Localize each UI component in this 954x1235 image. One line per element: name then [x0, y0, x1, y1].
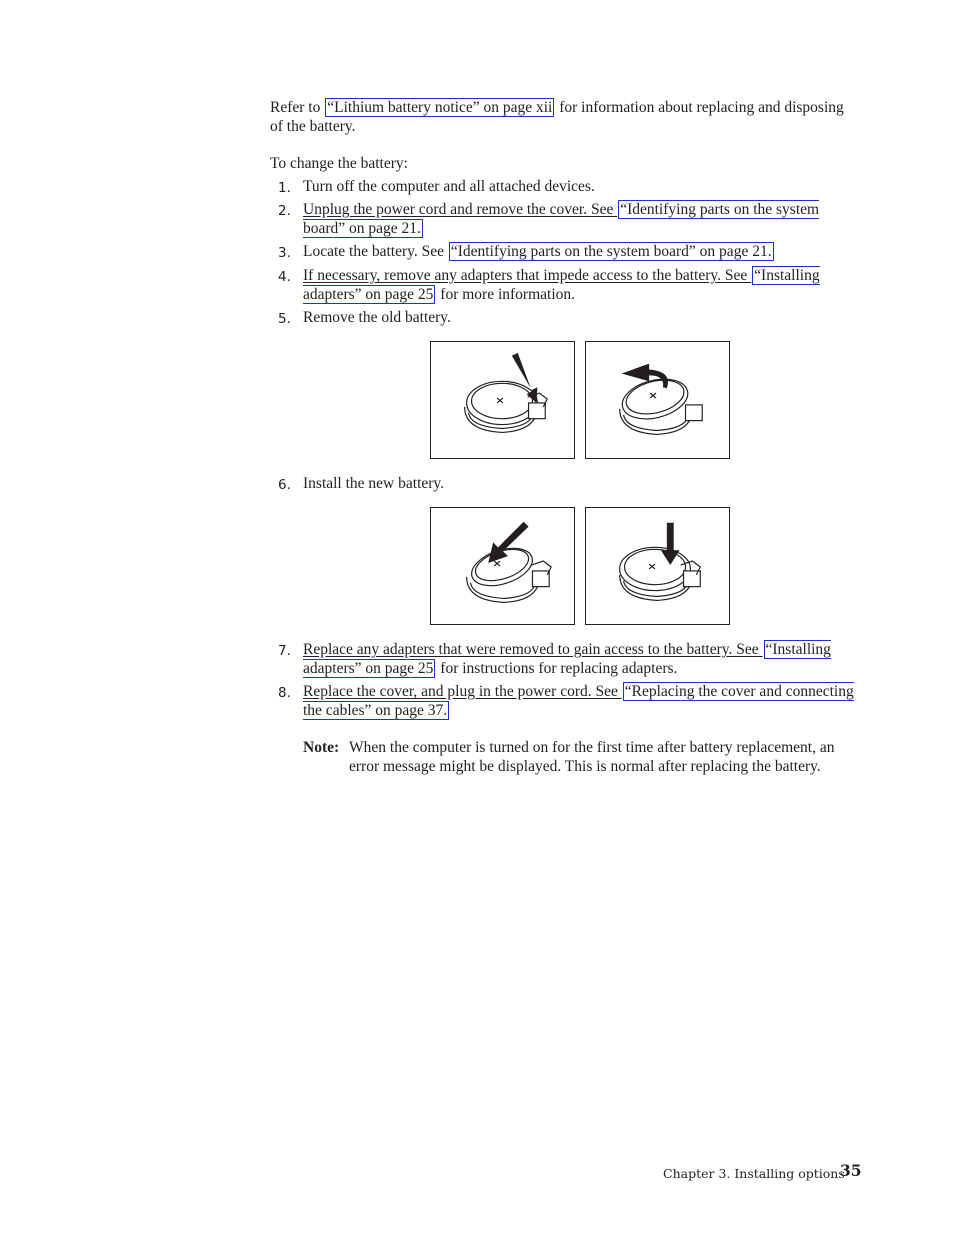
step-7-link[interactable]: “Installing adapters” on page 25 — [303, 641, 831, 677]
intro-post: for information about replacing and disposing of the battery. — [270, 99, 844, 135]
footer-chapter: Chapter 3. Installing options — [663, 1166, 845, 1181]
step-7-number: 7. — [278, 643, 291, 659]
step-3 — [303, 243, 863, 262]
lead-in: To change the battery: — [270, 155, 408, 172]
step-8 — [303, 683, 863, 720]
intro-pre: Refer to — [270, 99, 325, 116]
step-1-text: Turn off the computer and all attached devices. — [303, 178, 595, 195]
step-5-number: 5. — [278, 311, 291, 327]
intro-paragraph — [270, 99, 860, 136]
step-4-number: 4. — [278, 269, 291, 285]
step-4-text: If necessary, remove any adapters that impede access to the battery. See — [303, 267, 752, 284]
step-8-link[interactable]: “Replacing the cover and connecting the cables” on page 37. — [303, 683, 854, 719]
step-2 — [303, 201, 863, 238]
step-7-post: for instructions for replacing adapters. — [436, 659, 678, 677]
step-1-number: 1. — [278, 180, 291, 196]
note-label: Note: — [303, 739, 340, 756]
figure-insert-battery — [430, 507, 575, 625]
step-7-text: Replace any adapters that were removed to gain access to the battery. See — [303, 641, 763, 658]
figure-press-latch — [430, 341, 575, 459]
step-4-link[interactable]: “Installing adapters” on page 25 — [303, 267, 820, 303]
step-3-link[interactable]: “Identifying parts on the system board” on page 21. — [450, 243, 772, 260]
step-3-text: Locate the battery. See — [303, 243, 448, 260]
step-6-number: 6. — [278, 477, 291, 493]
step-5-text: Remove the old battery. — [303, 309, 451, 326]
step-2-number: 2. — [278, 203, 291, 219]
step-6-text: Install the new battery. — [303, 475, 445, 492]
note-text: When the computer is turned on for the first time after battery replacement, an error message might be displayed. This is normal after replacing the battery. — [349, 739, 835, 775]
lithium-notice-link[interactable]: “Lithium battery notice” on page xii — [327, 99, 553, 116]
step-7 — [303, 641, 863, 678]
step-4 — [303, 267, 863, 304]
step-8-text: Replace the cover, and plug in the power cord. See — [303, 683, 622, 700]
figure-press-battery-down — [585, 507, 730, 625]
step-3-number: 3. — [278, 245, 291, 261]
step-2-link[interactable]: “Identifying parts on the system board” on page 21. — [303, 201, 820, 237]
page-number: 35 — [840, 1161, 862, 1180]
step-2-text: Unplug the power cord and remove the cover. See — [303, 201, 618, 218]
figure-lift-battery — [585, 341, 730, 459]
step-8-number: 8. — [278, 685, 291, 701]
step-4-post: for more information. — [436, 285, 576, 303]
